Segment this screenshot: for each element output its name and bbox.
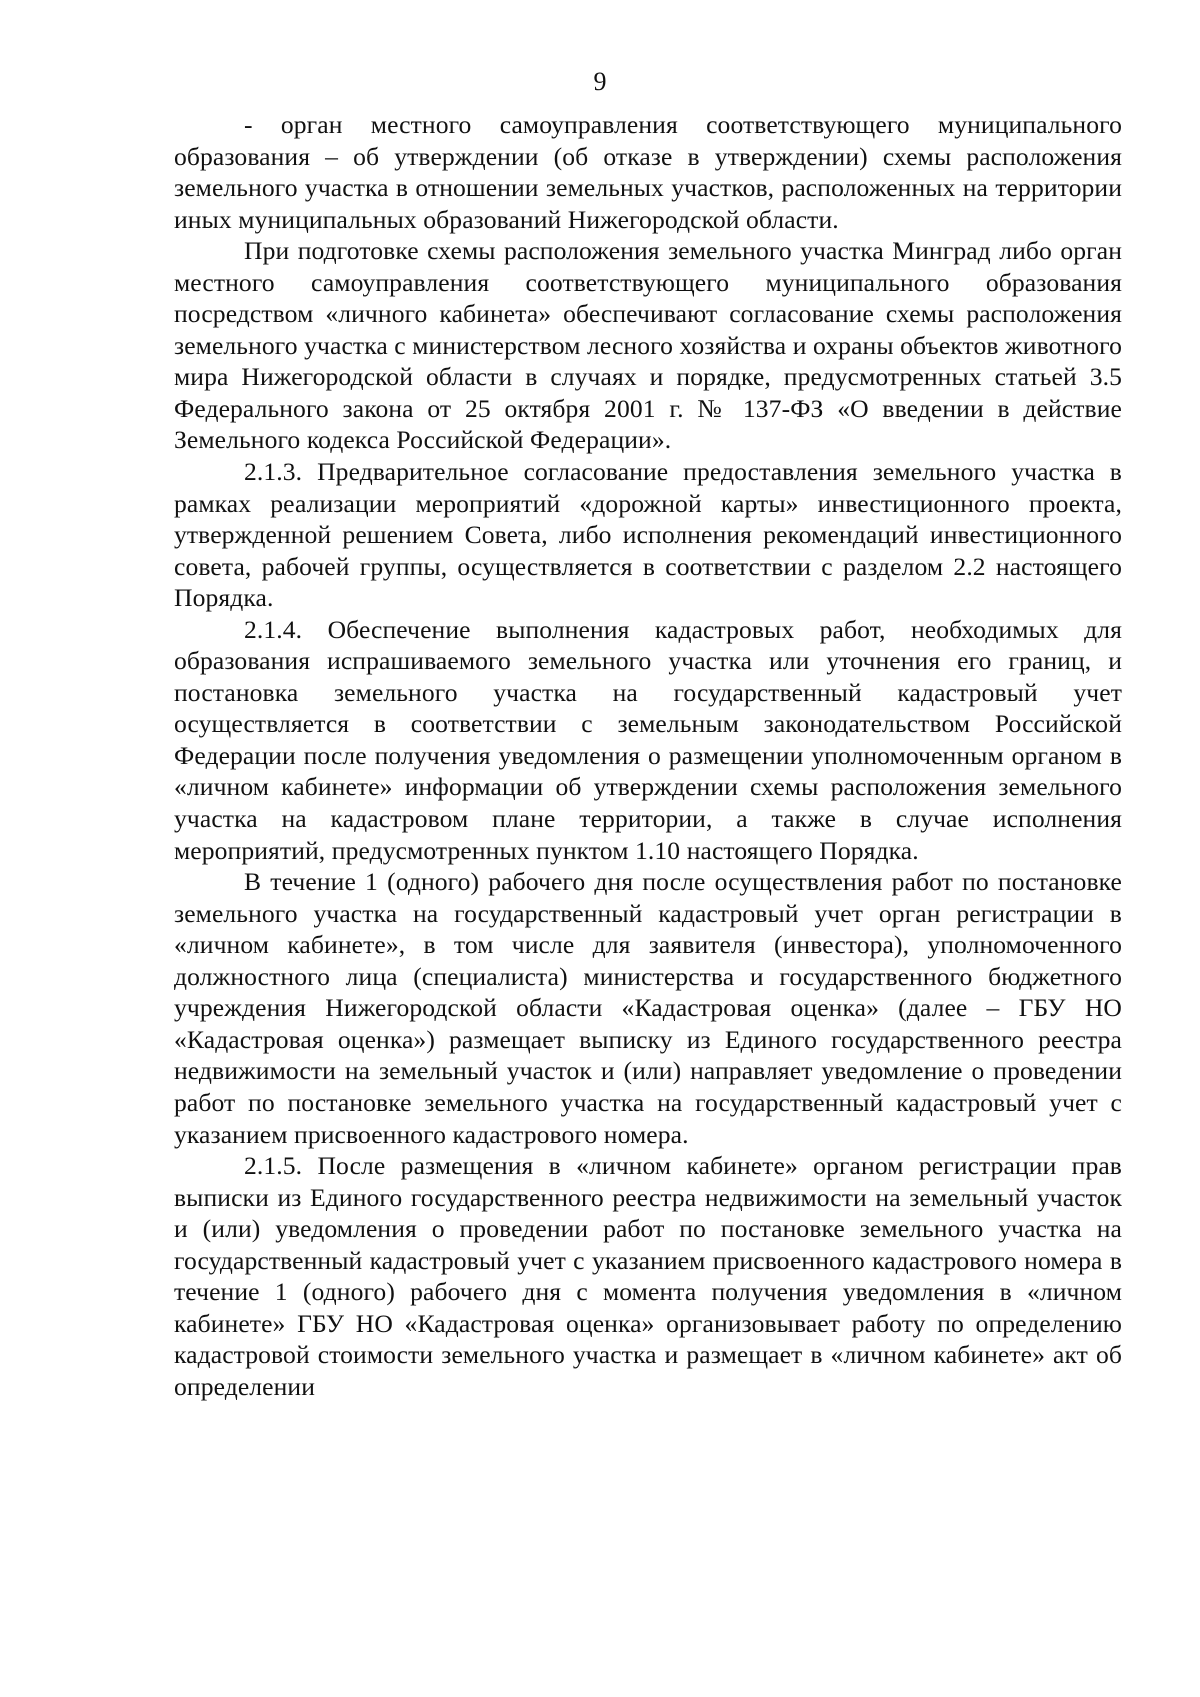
paragraph-2-1-4: 2.1.4. Обеспечение выполнения кадастровых работ, необходимых для образования испрашиваемого земельного участка или уточнения его границ, и постановка земельного участка на государственный кадастровый учет осуществляется в соответствии с земельным законодательством Российской Федерации после получения уведомления о размещении уполномоченным органом в «личном кабинете» информации об утверждении схемы расположения земельного участка на кадастровом плане территории, а также в случае исполнения мероприятий, предусмотренных пунктом 1.10 настоящего Порядка.	[174, 614, 1122, 865]
document-body	[174, 109, 1122, 1402]
paragraph-scheme-preparation: При подготовке схемы расположения земельного участка Минград либо орган местного самоуправления соответствующего муниципального образования посредством «личного кабинета» обеспечивают согласование схемы расположения земельного участка с министерством лесного хозяйства и охраны объектов животного мира Нижегородской области в случаях и порядке, предусмотренных статьей 3.5 Федерального закона от 25 октября 2001 г. № 137-ФЗ «О введении в действие Земельного кодекса Российской Федерации».	[174, 236, 1123, 455]
paragraph-2-1-3: 2.1.3. Предварительное согласование предоставления земельного участка в рамках реализации мероприятий «дорожной карты» инвестиционного проекта, утвержденной решением Совета, либо исполнения рекомендаций инвестиционного совета, рабочей группы, осуществляется в соответствии с разделом 2.2 настоящего Порядка.	[174, 457, 1122, 613]
paragraph-cadastral-registration: В течение 1 (одного) рабочего дня после осуществления работ по постановке земельного участка на государственный кадастровый учет орган регистрации в «личном кабинете», в том числе для заявителя (инвестора), уполномоченного должностного лица (специалиста) министерства и государственного бюджетного учреждения Нижегородской области «Кадастровая оценка» (далее – ГБУ НО «Кадастровая оценка») размещает выписку из Единого государственного реестра недвижимости на земельный участок и (или) направляет уведомление о проведении работ по постановке земельного участка на государственный кадастровый учет с указанием присвоенного кадастрового номера.	[174, 867, 1122, 1149]
paragraph-municipal-body: - орган местного самоуправления соответствующего муниципального образования – об утверждении (об отказе в утверждении) схемы расположения земельного участка в отношении земельных участков, расположенных на территории иных муниципальных образований Нижегородской области.	[174, 110, 1122, 234]
page-number: 9	[593, 67, 607, 96]
paragraph-2-1-5: 2.1.5. После размещения в «личном кабинете» органом регистрации прав выписки из Единого государственного реестра недвижимости на земельный участок и (или) уведомления о проведении работ по постановке земельного участка на государственный кадастровый учет с указанием присвоенного кадастрового номера в течение 1 (одного) рабочего дня с момента получения уведомления в «личном кабинете» ГБУ НО «Кадастровая оценка» организовывает работу по определению кадастровой стоимости земельного участка и размещает в «личном кабинете» акт об определении	[174, 1151, 1122, 1401]
